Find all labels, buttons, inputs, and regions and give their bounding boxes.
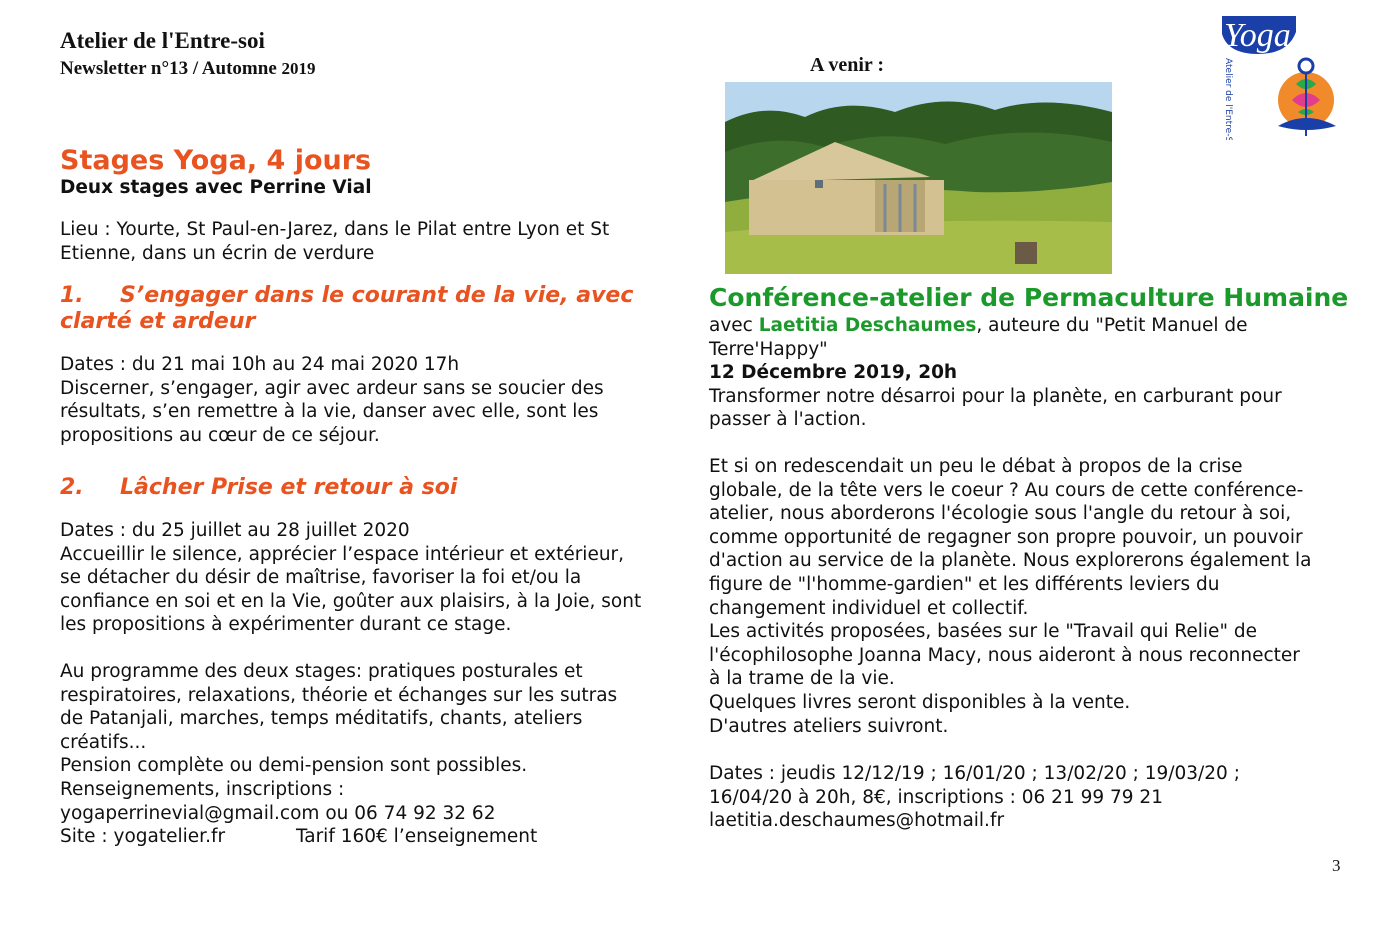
contact-line: yogaperrinevial@gmail.com ou 06 74 92 32 62 <box>60 802 496 824</box>
stage-2-line: les propositions à expérimenter durant ce stage. <box>60 614 512 636</box>
stage-2-line: Accueillir le silence, apprécier l’espace intérieur et extérieur, <box>60 543 625 565</box>
body-line: Et si on redescendait un peu le débat à propos de la crise <box>709 456 1243 477</box>
upcoming-label: A venir : <box>810 54 885 76</box>
dates-line: 16/04/20 à 20h, 8€, inscriptions : 06 21 99 79 21 <box>709 786 1163 808</box>
body-line: à la trame de la vie. <box>709 668 895 690</box>
body-line: atelier, nous aborderons l'écologie sous l'angle du retour à soi, <box>709 503 1292 525</box>
body-line: globale, de la tête vers le coeur ? Au cours de cette conférence- <box>709 479 1304 501</box>
stage-1-line: Dates : du 21 mai 10h au 24 mai 2020 17h <box>60 354 460 375</box>
tarif: Tarif 160€ l’enseignement <box>296 826 538 848</box>
stage-2-line: se détacher du désir de maîtrise, favoriser la foi et/ou la <box>60 567 582 589</box>
stages-subtitle: Deux stages avec Perrine Vial <box>60 177 372 198</box>
speaker-prefix: avec <box>709 315 759 336</box>
body-line: figure de "l'homme-gardien" et les différents leviers du <box>709 573 1220 595</box>
stage-1-number: 1. <box>60 283 84 308</box>
stage-1-title-line: clarté et ardeur <box>60 309 256 334</box>
programme-line: Au programme des deux stages: pratiques posturales et <box>60 661 583 682</box>
body-line: comme opportunité de regagner son propre pouvoir, un pouvoir <box>709 526 1303 548</box>
programme-line: Pension complète ou demi-pension sont possibles. <box>60 755 528 777</box>
newsletter-title: Atelier de l'Entre-soi <box>60 28 265 53</box>
body-line: D'autres ateliers suivront. <box>709 715 949 737</box>
stage-1-line: propositions au cœur de ce séjour. <box>60 424 380 446</box>
dates-line: Dates : jeudis 12/12/19 ; 16/01/20 ; 13/02/20 ; 19/03/20 ; <box>709 763 1240 784</box>
programme-line: Renseignements, inscriptions : <box>60 778 345 800</box>
yoga-logo <box>1218 14 1350 140</box>
speaker-rest: , auteure du "Petit Manuel de <box>976 315 1248 336</box>
stage-2-line: Dates : du 25 juillet au 28 juillet 2020 <box>60 520 410 541</box>
stages-location <box>60 218 680 265</box>
programme-line: respiratoires, relaxations, théorie et échanges sur les sutras <box>60 684 618 706</box>
programme-section <box>60 660 680 849</box>
stages-section <box>60 145 680 200</box>
logo-word: Yoga <box>1224 17 1291 54</box>
conference-date: 12 Décembre 2019, 20h <box>709 362 958 384</box>
stage-2-line: confiance en soi et en la Vie, goûter aux plaisirs, à la Joie, sont <box>60 590 642 612</box>
email-line: laetitia.deschaumes@hotmail.fr <box>709 810 1005 832</box>
stage-2-number: 2. <box>60 475 84 500</box>
stage-2-body <box>60 519 680 637</box>
speaker-line-2: Terre'Happy" <box>709 338 828 360</box>
site-link: Site : yogatelier.fr <box>60 826 226 848</box>
intro-line: passer à l'action. <box>709 409 867 431</box>
speaker-name: Laetitia Deschaumes <box>758 315 977 336</box>
stages-title: Stages Yoga, 4 jours <box>60 145 372 176</box>
body-line: d'action au service de la planète. Nous explorerons également la <box>709 550 1312 572</box>
conference-section <box>709 283 1349 432</box>
logo-vertical-text: Atelier de l'Entre-Soi <box>1223 58 1233 140</box>
body-line: Les activités proposées, basées sur le "Travail qui Relie" de <box>709 621 1257 643</box>
stage-1-title-line: S’engager dans le courant de la vie, avec <box>120 283 634 308</box>
stage-1-line: résultats, s’en remettre à la vie, danser avec elle, sont les <box>60 401 599 423</box>
stage-2-title: Lâcher Prise et retour à soi <box>120 475 458 500</box>
newsletter-year: 2019 <box>281 59 316 78</box>
body-line: changement individuel et collectif. <box>709 597 1029 619</box>
conference-dates <box>709 762 1349 833</box>
programme-line: de Patanjali, marches, temps méditatifs, chants, ateliers <box>60 708 583 730</box>
yurt-photo <box>725 82 1112 274</box>
body-line: l'écophilosophe Joanna Macy, nous aideront à nous reconnecter <box>709 644 1300 666</box>
location-line: Etienne, dans un écrin de verdure <box>60 242 375 264</box>
location-line: Lieu : Yourte, St Paul-en-Jarez, dans le Pilat entre Lyon et St <box>60 219 610 240</box>
stage-1-body <box>60 353 680 447</box>
intro-line: Transformer notre désarroi pour la planète, en carburant pour <box>709 385 1282 407</box>
stage-1-line: Discerner, s’engager, agir avec ardeur sans se soucier des <box>60 377 604 399</box>
newsletter-number: Newsletter n°13 / Automne <box>60 58 282 79</box>
site-tarif-line <box>60 825 680 849</box>
speaker-line <box>709 314 1349 338</box>
body-line: Quelques livres seront disponibles à la vente. <box>709 691 1131 713</box>
stage-2-heading <box>60 475 680 501</box>
programme-line: créatifs... <box>60 731 147 753</box>
page-number: 3 <box>1332 856 1341 875</box>
conference-title: Conférence-atelier de Permaculture Humaine <box>709 283 1349 312</box>
stage-1-heading <box>60 283 680 335</box>
conference-body <box>709 455 1349 738</box>
newsletter-subtitle <box>60 58 316 80</box>
